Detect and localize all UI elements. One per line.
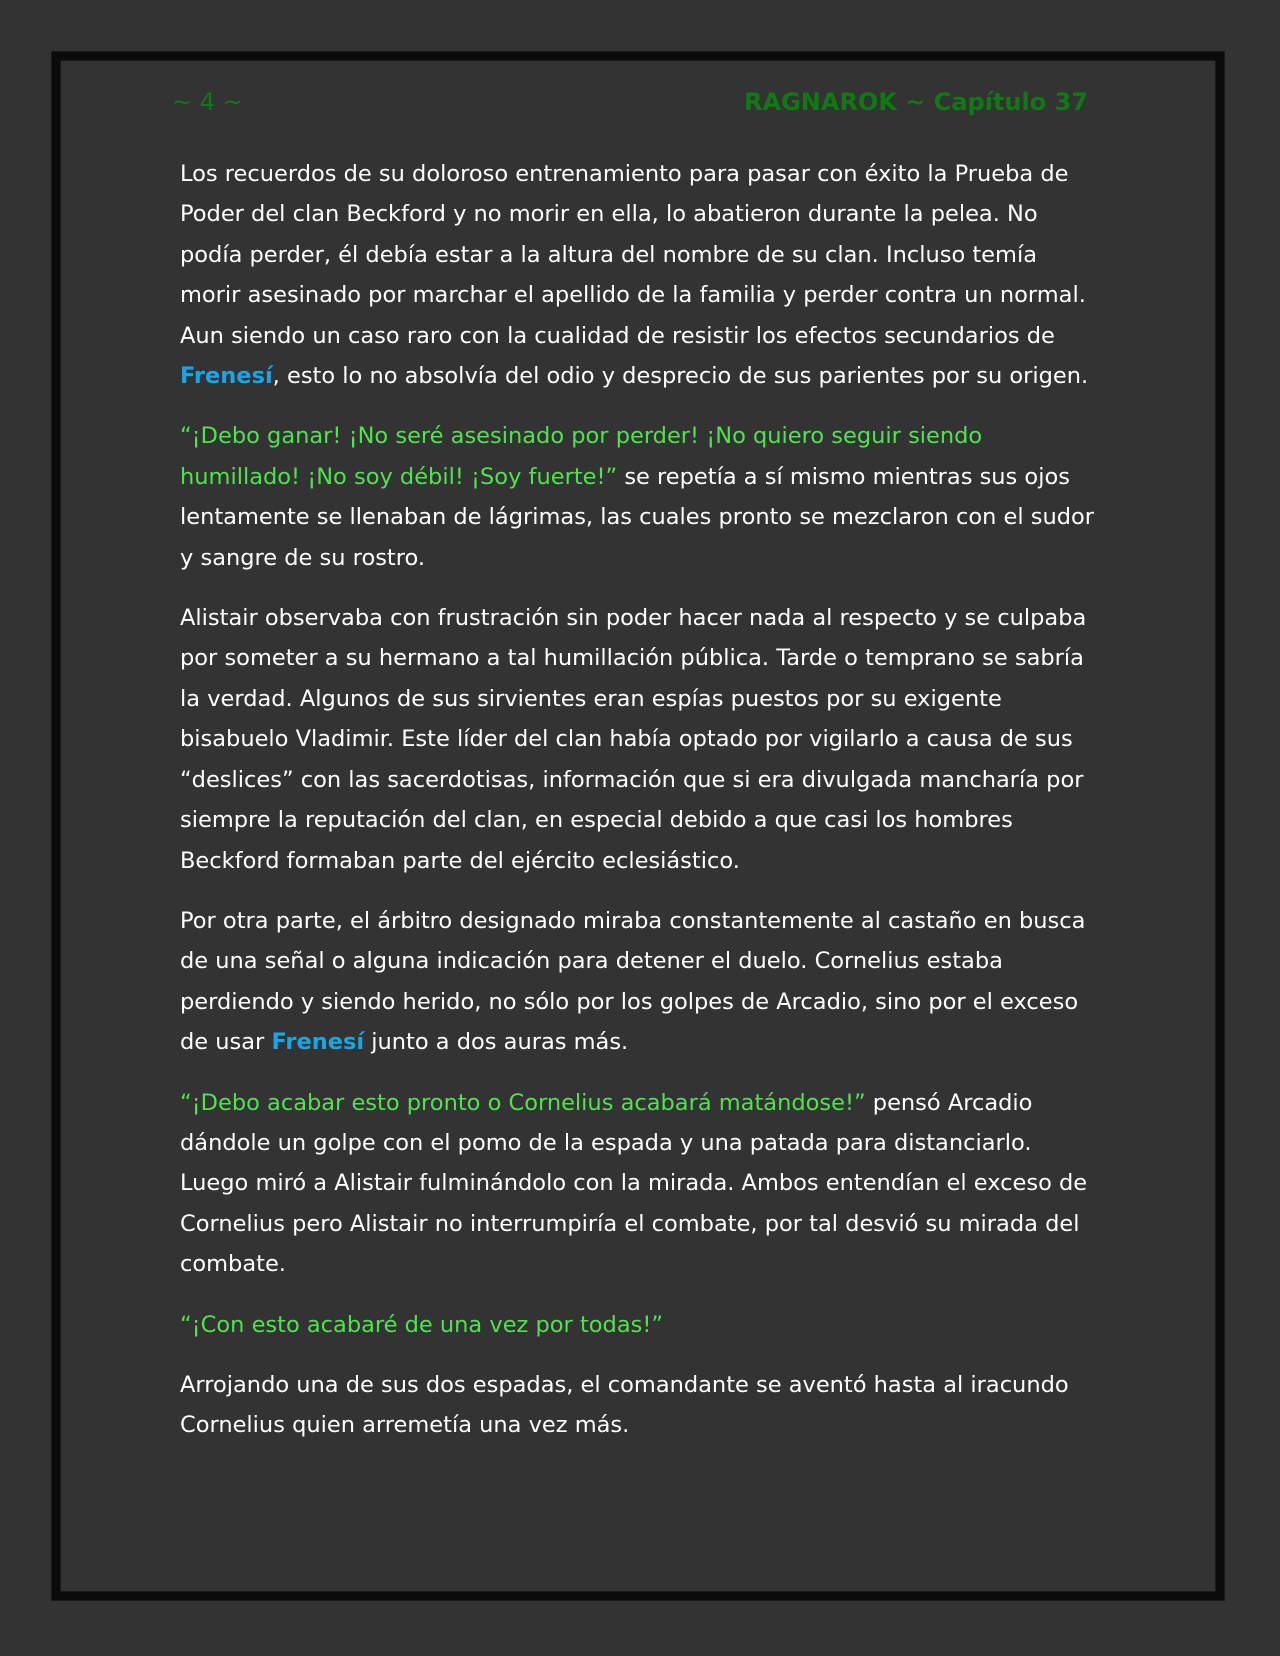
inner-thought: “¡Con esto acabaré de una vez por todas!” [180,1311,664,1338]
paragraph-5 [180,1083,1100,1285]
paragraph-7 [180,1365,1100,1446]
paragraph-text: pensó Arcadio dándole un golpe con el pomo de la espada y una patada para distanciarlo. Luego miró a Alistair fulminándolo con la mirada. Ambos entendían el exceso de Cornelius pero Alistair no interrumpiría el combate, por tal desvió su mirada del combate. [180,1089,1088,1278]
paragraph-text: se repetía a sí mismo mientras sus ojos lentamente se llenaban de lágrimas, las cuales pronto se mezclaron con el sudor y sangre de su rostro. [180,463,1095,571]
page-header [172,84,1088,120]
paragraph-text: Alistair observaba con frustración sin poder hacer nada al respecto y se culpaba por someter a su hermano a tal humillación pública. Tarde o temprano se sabría la verdad. Algunos de sus sirvientes eran espías puestos por su exigente bisabuelo Vladimir. Este líder del clan había optado por vigilarlo a causa de sus “deslices” con las sacerdotisas, información que si era divulgada mancharía por siempre la reputación del clan, en especial debido a que casi los hombres Beckford formaban parte del ejército eclesiástico. [180,605,1087,874]
paragraph-text: , esto lo no absolvía del odio y desprecio de sus parientes por su origen. [272,363,1089,390]
aura-name-frenesi: Frenesí [271,1029,365,1056]
paragraph-text: junto a dos auras más. [364,1029,629,1056]
page-number: ~ 4 ~ [172,88,243,116]
page-frame [52,52,1224,1600]
chapter-body [180,154,1100,1466]
paragraph-3 [180,598,1100,881]
paragraph-4 [180,901,1100,1063]
paragraph-text: Arrojando una de sus dos espadas, el comandante se aventó hasta al iracundo Cornelius quien arremetía una vez más. [180,1371,1069,1439]
paragraph-text: Los recuerdos de su doloroso entrenamiento para pasar con éxito la Prueba de Poder del clan Beckford y no morir en ella, lo abatieron durante la pelea. No podía perder, él debía estar a la altura del nombre de su clan. Incluso temía morir asesinado por marchar el apellido de la familia y perder contra un normal. Aun siendo un caso raro con la cualidad de resistir los efectos secundarios de [180,161,1086,349]
running-title: RAGNAROK ~ Capítulo 37 [744,88,1088,116]
paragraph-6 [180,1305,1100,1345]
paragraph-1 [180,154,1100,396]
inner-thought: “¡Debo acabar esto pronto o Cornelius acabará matándose!” [180,1089,866,1116]
paragraph-text: Por otra parte, el árbitro designado miraba constantemente al castaño en busca de una señal o alguna indicación para detener el duelo. Cornelius estaba perdiendo y siendo herido, no sólo por los golpes de Arcadio, sino por el exceso de usar [180,907,1086,1056]
inner-thought: “¡Debo ganar! ¡No seré asesinado por perder! ¡No quiero seguir siendo humillado! ¡No soy débil! ¡Soy fuerte!” [180,423,983,490]
paragraph-2 [180,416,1100,578]
aura-name-frenesi: Frenesí [180,363,273,390]
